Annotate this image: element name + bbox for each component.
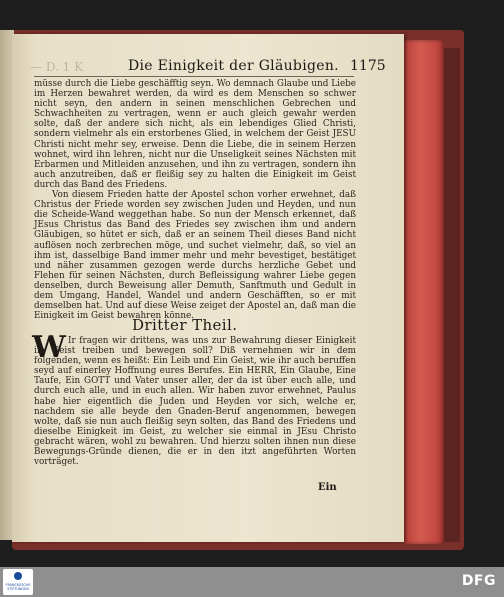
section-heading: Dritter Theil.	[132, 316, 238, 334]
show-through-text: — D. 1 K	[30, 60, 84, 74]
paragraph: Von diesem Frieden hatte der Apostel schon vorher erwehnet, daß Christus der Friede worden sey zwischen Juden und Heyden, und nun die Scheide-Wand weggethan habe. So nun der Mensch erkennet, daß JEsus Christus das Band des Friedes sey zwischen ihm und andern Gläubigen, so hütet er sich, daß er an seinem Theil dieses Band nicht auflösen noch zerbrechen möge, und suchet vielmehr, daß, so viel an ihm ist, dasselbige Band immer mehr und mehr bevestiget, bestätiget und näher zusammen gezogen werde durchs herzliche Gebet und Flehen für seinen Nächsten, durch Befleissigung wahrer Liebe gegen denselben, durch Beweisung aller Demuth, Sanftmuth und Gedult in dem Umgang, Handel, Wandel und andern Geschäfften, so er mit demselben hat. Und auf diese Weise zeiget der Apostel an, daß man die Einigkeit im Geist bewahren könne.	[34, 190, 356, 322]
paragraph: müsse durch die Liebe geschäfftig seyn. Wo demnach Glaube und Liebe im Herzen bewahret werden, da wird es dem Menschen so schwer nicht seyn, den andern in seinen menschlichen Gebrechen und Schwachheiten zu vertragen, wenn er auch gleich gewahr werden solte, daß der andere sich nicht, als ein lebendiges Glied Christi, sondern vielmehr als ein erstorbenes Glied, in welchem der Geist JESU Christi nicht mehr sey, erweise. Denn die Liebe, die in seinem Herzen wohnet, wird ihn lehren, nicht nur die Unseligkeit seines Nächsten mit Erbarmen und Mitleiden anzusehen, und ihn zu vertragen, sondern ihn auch anzutreiben, daß er fleißig sey zu halten die Einigkeit im Geist durch das Band des Friedens.	[34, 79, 356, 190]
running-title: Die Einigkeit der Gläubigen.	[128, 58, 339, 74]
library-logo-text: FRANCKESCHE STIFTUNGEN	[5, 583, 31, 591]
page-number: 1175	[350, 58, 386, 74]
header-rule	[34, 76, 354, 77]
dfg-logo[interactable]: DFG	[461, 573, 496, 589]
red-page-edges	[404, 40, 444, 544]
viewer-footer	[0, 567, 504, 597]
section-text: Ir fragen wir drittens, was uns zur Bewahrung dieser Einigkeit im Geist treiben und bewegen soll? Diß vernehmen wir in dem folgenden, wenn es heißt: Ein Leib und Ein Geist, wie ihr auch beruffen seyd auf einerley Hoffnung eures Berufes. Ein HERR, Ein Glaube, Eine Taufe, Ein GOTT und Vater unser aller, der da ist über euch alle, und durch euch alle, und in euch allen. Wir haben zuvor erwehnet, Paulus habe hier eigentlich die Juden und Heyden vor sich, welche er, nachdem sie alle beyde den Gnaden-Beruf angenommen, bewegen wolte, daß sie nun auch fleißig seyn solten, das Band des Friedens und dieselbe Einigkeit im Geist, zu welcher sie einmal in JEsu Christo gebracht wären, wohl zu bewahren. Und hierzu solten ihnen nun diese Bewegungs-Gründe dienen, die er in den itzt angeführten Worten vorträget.	[34, 336, 356, 468]
decorated-initial: W	[32, 329, 66, 365]
binding-edge	[444, 48, 460, 542]
catchword: Ein	[318, 482, 337, 493]
eagle-icon	[14, 572, 22, 580]
body-text	[34, 79, 356, 321]
library-logo[interactable]	[3, 569, 33, 595]
